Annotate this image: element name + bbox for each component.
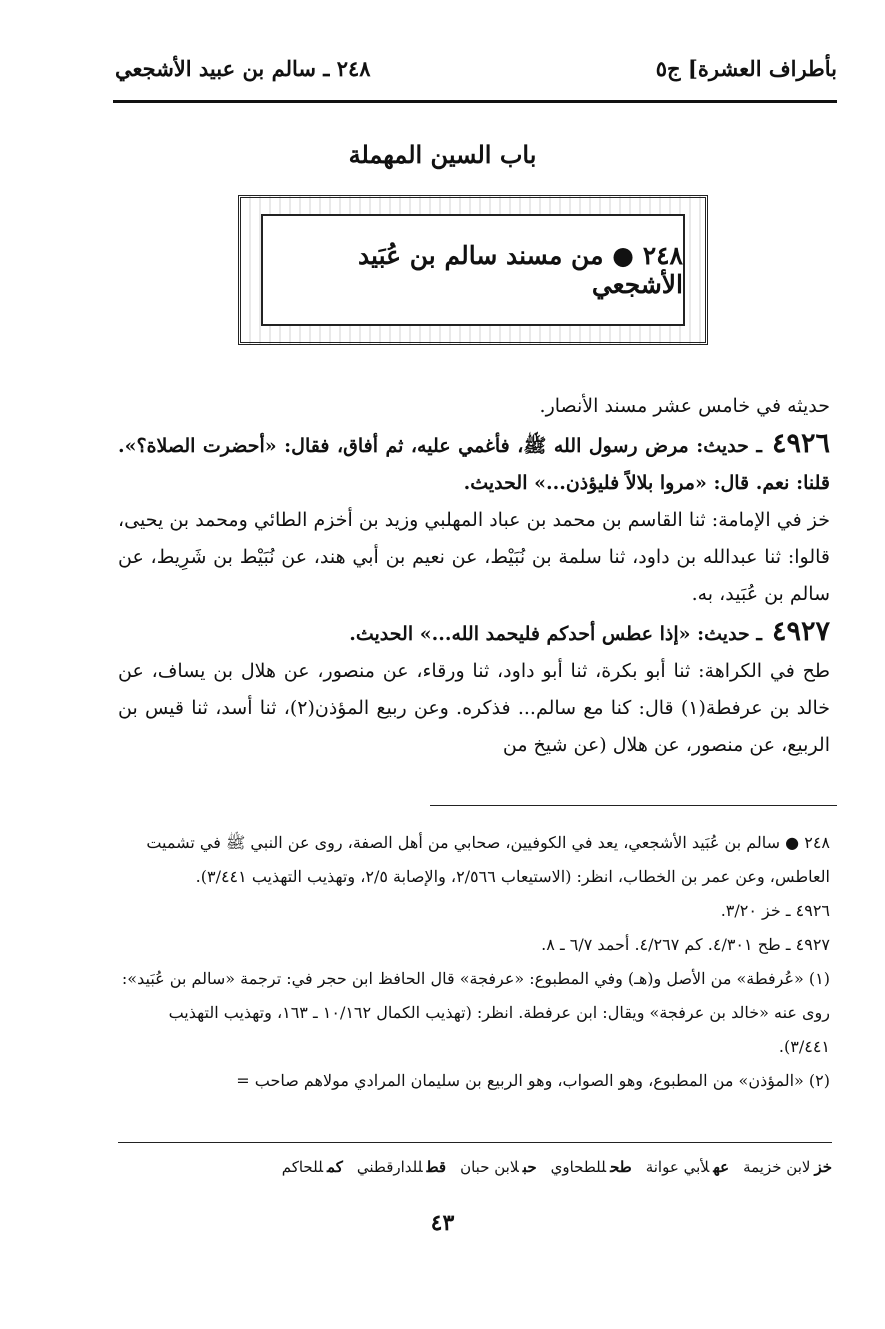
main-text	[118, 388, 830, 764]
intro-line: حديثه في خامس عشر مسند الأنصار.	[539, 395, 830, 417]
abbreviation-divider	[118, 1142, 832, 1143]
abbr-item: قطللدارقطني	[356, 1158, 447, 1176]
header-section-title: ٢٤٨ ـ سالم بن عبيد الأشجعي	[115, 56, 371, 81]
footnote-divider	[430, 805, 837, 806]
hadith-number: ٤٩٢٦	[771, 428, 830, 459]
hadith-text: ـ حديث: «إذا عطس أحدكم فليحمد الله...» الحديث.	[349, 623, 762, 645]
hadith-4927	[118, 613, 830, 653]
footnote-248: ٢٤٨ ● سالم بن عُبَيد الأشجعي، يعد في الكوفيين، صحابي من أهل الصفة، روى عن النبي ﷺ في تشميت العاطس، وعن عمر بن الخطاب، انظر: (الاستيعاب ٢/٥٦٦، والإصابة ٢/٥، وتهذيب التهذيب ٣/٤٤١).	[146, 833, 830, 886]
abbreviation-key	[118, 1158, 832, 1176]
footnotes	[118, 826, 830, 1098]
header-book-title: بأطراف العشرة] ج٥	[655, 56, 837, 81]
footnote-1: (١) «عُرفطة» من الأصل و(هـ) وفي المطبوع: «عرفجة» قال الحافظ ابن حجر في: ترجمة «سالم بن عُبَيد»: روى عنه «خالد بن عرفجة» ويقال: ابن عرفطة. انظر: (تهذيب الكمال ١٠/١٦٢ ـ ١٦٣، وتهذيب التهذيب ٣/٤٤١).	[121, 969, 830, 1056]
page-number: ٤٣	[430, 1210, 455, 1236]
abbr-item: كمللحاكم	[281, 1158, 343, 1176]
isnad-paragraph: خز في الإمامة: ثنا القاسم بن محمد بن عباد المهلبي وزيد بن أخزم الطائي ومحمد بن يحيى، قالوا: ثنا عبدالله بن داود، ثنا سلمة بن نُبَيْط، عن نعيم بن أبي هند، عن نُبَيْط بن شَرِيط، عن سالم بن عُبَيد، به.	[118, 509, 830, 605]
hadith-number: ٤٩٢٧	[771, 616, 830, 647]
ornamental-frame	[238, 195, 708, 345]
header-divider	[113, 100, 837, 103]
isnad-paragraph: طح في الكراهة: ثنا أبو بكرة، ثنا أبو داود، ثنا ورقاء، عن منصور، عن هلال بن يساف، عن خالد بن عرفطة(١) قال: كنا مع سالم... فذكره. وعن ربيع المؤذن(٢)، ثنا أسد، ثنا قيس بن الربيع، عن منصور، عن هلال (عن شيخ من	[118, 660, 831, 756]
abbr-item: طحللطحاوي	[550, 1158, 632, 1176]
hadith-4926	[118, 425, 830, 502]
chapter-title: باب السين المهملة	[348, 140, 537, 169]
footnote-2: (٢) «المؤذن» من المطبوع، وهو الصواب، وهو الربيع بن سليمان المرادي مولاهم صاحب =	[236, 1071, 830, 1090]
abbr-item: خزلابن خزيمة	[743, 1158, 832, 1176]
section-title-box	[261, 214, 685, 326]
footnote-4927: ٤٩٢٧ ـ طح ٤/٣٠١. كم ٤/٢٦٧. أحمد ٦/٧ ـ ٨.	[541, 935, 830, 954]
running-header	[115, 48, 837, 88]
footnote-4926: ٤٩٢٦ ـ خز ٣/٢٠.	[720, 901, 830, 920]
hadith-text: ـ حديث: مرض رسول الله ﷺ، فأغمي عليه، ثم أفاق، فقال: «أحضرت الصلاة؟». قلنا: نعم. قال: «مروا بلالاً فليؤذن...» الحديث.	[118, 435, 830, 494]
abbr-item: حبلابن حبان	[460, 1158, 537, 1176]
section-title: ٢٤٨ ● من مسند سالم بن عُبَيد الأشجعي	[357, 241, 683, 299]
abbr-item: عهلأبي عوانة	[645, 1158, 730, 1176]
